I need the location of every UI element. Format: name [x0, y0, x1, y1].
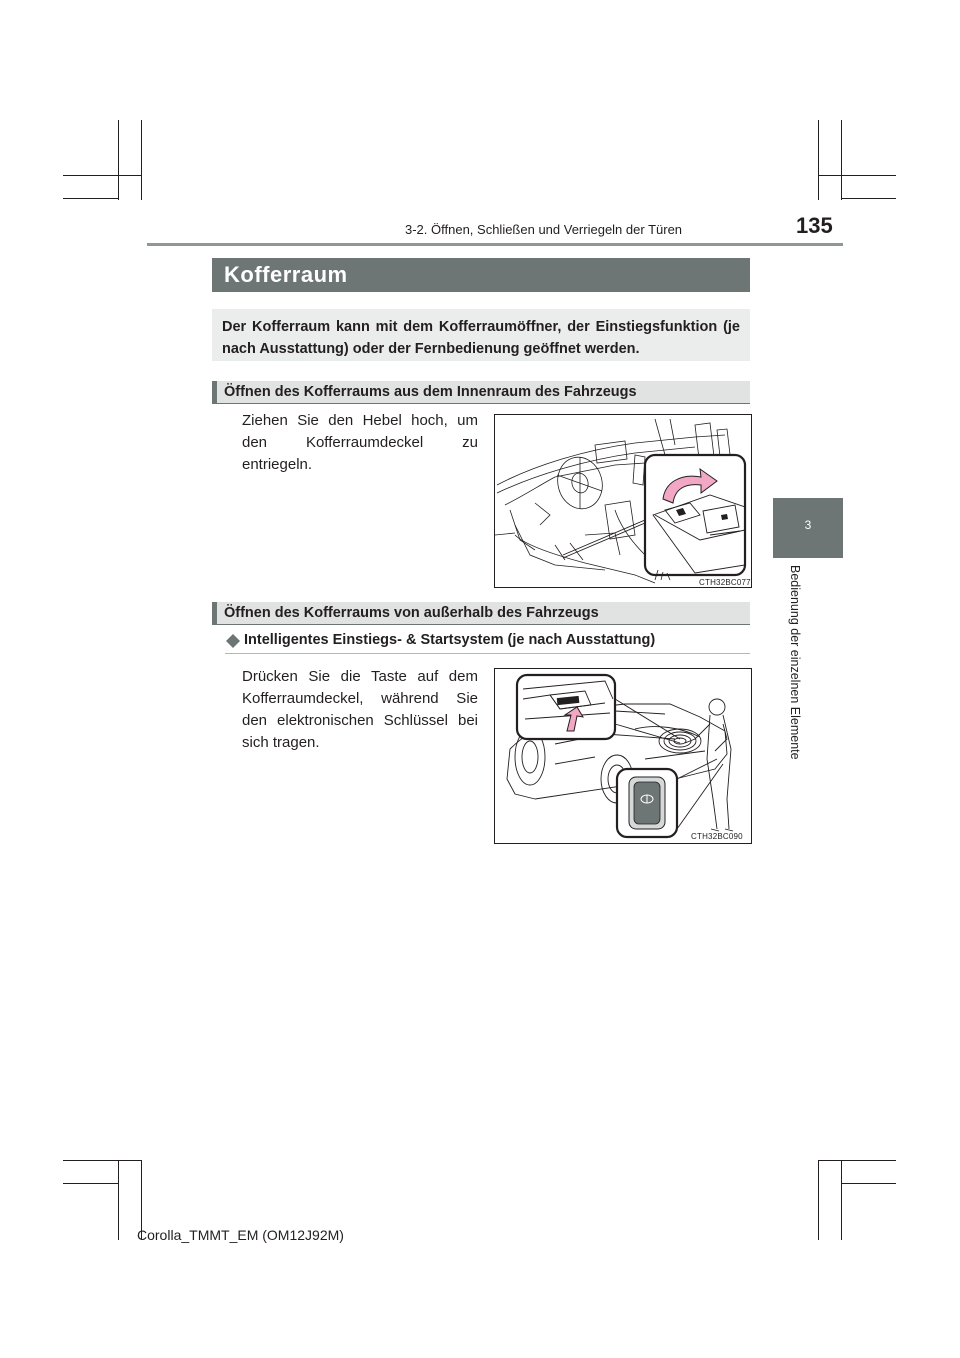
- crop-mark: [63, 198, 118, 199]
- intro-box: [212, 309, 750, 361]
- subheading-marker: [212, 602, 217, 625]
- inside-instruction: Ziehen Sie den Hebel hoch, um den Kofferraumdeckel zu entriegeln.: [242, 412, 478, 473]
- crop-mark: [141, 120, 142, 200]
- page-number: 135: [796, 213, 833, 238]
- crop-mark: [841, 198, 896, 199]
- subheading-inside: [212, 381, 750, 404]
- figure-code: CTH32BC090: [691, 832, 743, 841]
- crop-mark: [818, 1160, 896, 1161]
- crop-mark: [841, 1183, 896, 1184]
- subheading-outside: [212, 602, 750, 625]
- outside-instruction: Drücken Sie die Taste auf dem Kofferraumdeckel, während Sie den elektronischen Schlüssel bei sich tragen.: [242, 668, 478, 751]
- chapter-title: Bedienung der einzelnen Elemente: [788, 565, 802, 760]
- bullet-heading-text: Intelligentes Einstiegs- & Startsystem (je nach Ausstattung): [244, 632, 656, 648]
- crop-mark: [118, 1160, 119, 1240]
- chapter-tab: [773, 498, 843, 558]
- header-rule: [147, 243, 843, 246]
- crop-mark: [818, 120, 819, 200]
- diamond-bullet-icon: [225, 633, 241, 649]
- footer-text: Corolla_TMMT_EM (OM12J92M): [137, 1227, 344, 1243]
- subheading-outside-text: Öffnen des Kofferraums von außerhalb des Fahrzeugs: [224, 605, 599, 621]
- crop-mark: [818, 1160, 819, 1240]
- crop-mark: [841, 120, 842, 200]
- section-banner: [212, 258, 750, 292]
- intro-text: Der Kofferraum kann mit dem Kofferraumöffner, der Einstiegsfunktion (je nach Ausstattung) oder der Fernbedienung geöffnet werden.: [222, 319, 740, 357]
- figure-trunk-button: [494, 668, 752, 844]
- crop-mark: [63, 175, 141, 176]
- subheading-marker: [212, 381, 217, 404]
- chapter-number: 3: [804, 518, 812, 532]
- subheading-inside-text: Öffnen des Kofferraums aus dem Innenraum des Fahrzeugs: [224, 384, 637, 400]
- breadcrumb: 3-2. Öffnen, Schließen und Verriegeln der Türen: [405, 222, 683, 237]
- section-title: Kofferraum: [224, 262, 348, 287]
- crop-mark: [841, 1160, 842, 1240]
- crop-mark: [818, 175, 896, 176]
- figure-interior-lever: [494, 414, 752, 588]
- crop-mark: [63, 1160, 141, 1161]
- crop-mark: [118, 120, 119, 200]
- figure-code: CTH32BC077: [699, 578, 751, 587]
- bullet-heading: [225, 631, 750, 654]
- exterior-illustration: [495, 669, 751, 843]
- interior-illustration: [495, 415, 751, 587]
- crop-mark: [63, 1183, 118, 1184]
